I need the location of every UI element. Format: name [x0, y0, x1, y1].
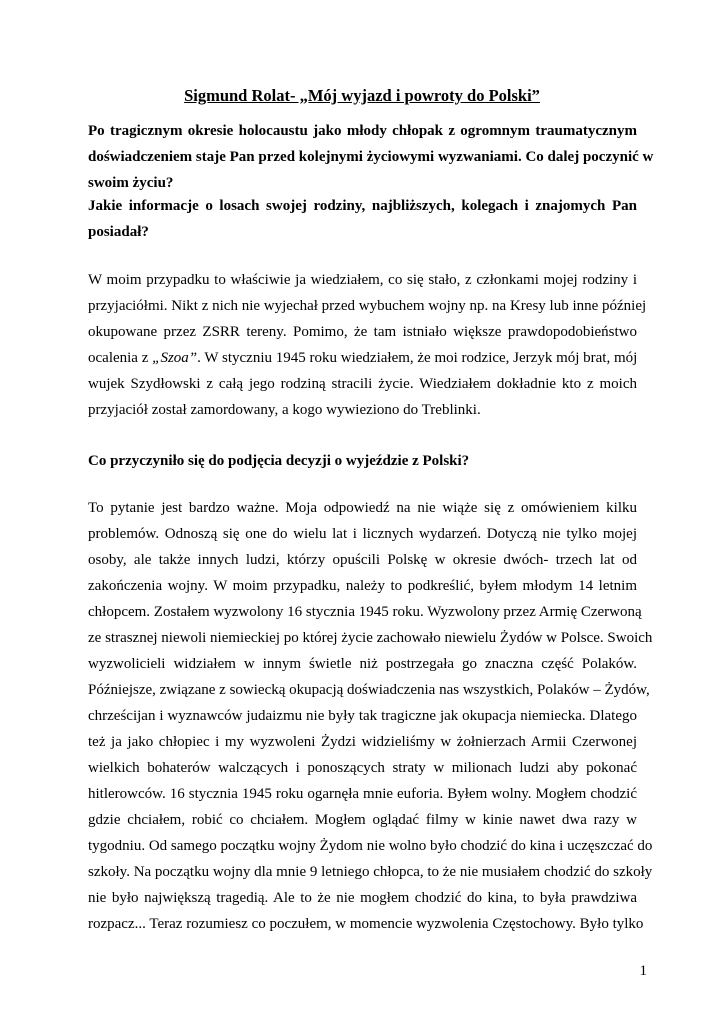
question-1-line: doświadczeniem staje Pan przed kolejnymi życiowymi wyzwaniami. Co dalej poczynić w: [88, 149, 654, 165]
answer-2-line: zakończenia wojny. W moim przypadku, należy to podkreślić, byłem młodym 14 letnim: [88, 578, 637, 594]
answer-1-text: . W styczniu 1945 roku wiedziałem, że moi rodzice, Jerzyk mój brat, mój: [197, 350, 638, 366]
answer-1-text: ocalenia z: [88, 350, 153, 366]
question-2-line: posiadał?: [88, 224, 149, 240]
answer-1-line: [88, 345, 637, 371]
answer-2-line: nie było największą tragedią. Ale to że nie mogłem chodzić do kina, to była prawdziwa: [88, 890, 637, 906]
page-number: 1: [639, 963, 647, 979]
answer-2-line: wyzwolicieli widziałem w innym świetle niż postrzegała go znaczna część Polaków.: [88, 656, 637, 672]
answer-2-line: tygodniu. Od samego początku wojny Żydom nie wolno było chodzić do kina i uczęszczać do: [88, 838, 653, 854]
answer-2-line: wielkich bohaterów walczących i ponoszących straty w milionach ludzi aby pokonać: [88, 760, 637, 776]
answer-1: [88, 267, 647, 423]
answer-1-line: przyjaciół został zamordowany, a kogo wywieziono do Treblinki.: [88, 402, 481, 418]
answer-2-line: chłopcem. Zostałem wyzwolony 16 stycznia 1945 roku. Wyzwolony przez Armię Czerwoną: [88, 604, 642, 620]
answer-2: [88, 495, 653, 937]
question-2: [88, 193, 637, 245]
answer-2-line: rozpacz... Teraz rozumiesz co poczułem, w momencie wyzwolenia Częstochowy. Było tylko: [88, 916, 644, 932]
answer-2-line: ze strasznej niewoli niemieckiej po której życie zachowało niewielu Żydów w Polsce. Swoich: [88, 630, 653, 646]
answer-2-line: chrześcijan i wyznawców judaizmu nie były tak tragiczne jak okupacja niemiecka. Dlatego: [88, 708, 637, 724]
szoa-term: „Szoa”: [152, 350, 198, 366]
answer-2-line: problemów. Odnoszą się one do wielu lat i licznych wydarzeń. Dotyczą nie tylko mojej: [88, 526, 637, 542]
answer-2-line: hitlerowców. 16 stycznia 1945 roku ogarnęła mnie euforia. Byłem wolny. Mogłem chodzić: [88, 786, 637, 802]
question-2-line: Jakie informacje o losach swojej rodziny, najbliższych, kolegach i znajomych Pan: [88, 198, 637, 214]
answer-2-line: osoby, ale także innych ludzi, którzy opuścili Polskę w okresie dwóch- trzech lat od: [88, 552, 637, 568]
answer-2-line: Późniejsze, związane z sowiecką okupacją doświadczenia nas wszystkich, Polaków – Żydów,: [88, 682, 650, 698]
page-title: Sigmund Rolat- „Mój wyjazd i powroty do Polski”: [184, 86, 540, 105]
question-3-line: Co przyczyniło się do podjęcia decyzji o wyjeździe z Polski?: [88, 453, 470, 469]
question-1-line: Po tragicznym okresie holocaustu jako młody chłopak z ogromnym traumatycznym: [88, 123, 637, 139]
question-1-line: swoim życiu?: [88, 175, 174, 191]
answer-2-line: gdzie chciałem, robić co chciałem. Mogłem oglądać filmy w kinie nawet dwa razy w: [88, 812, 637, 828]
answer-1-line: W moim przypadku to właściwie ja wiedziałem, co się stało, z członkami mojej rodziny i: [88, 272, 637, 288]
answer-2-line: też ja jako chłopiec i my wyzwoleni Żydzi widzieliśmy w żołnierzach Armii Czerwonej: [88, 734, 637, 750]
question-1: [88, 118, 654, 196]
answer-1-line: przyjaciółmi. Nikt z nich nie wyjechał przed wybuchem wojny np. na Kresy lub inne później: [88, 298, 647, 314]
answer-1-line: okupowane przez ZSRR tereny. Pomimo, że tam istniało większe prawdopodobieństwo: [88, 324, 637, 340]
question-3: [88, 448, 637, 474]
answer-1-line: wujek Szydłowski z całą jego rodziną stracili życie. Wiedziałem dokładnie kto z moich: [88, 376, 637, 392]
answer-2-line: szkoły. Na początku wojny dla mnie 9 letniego chłopca, to że nie musiałem chodzić do szkoły: [88, 864, 653, 880]
answer-2-line: To pytanie jest bardzo ważne. Moja odpowiedź na nie wiąże się z omówieniem kilku: [88, 500, 637, 516]
